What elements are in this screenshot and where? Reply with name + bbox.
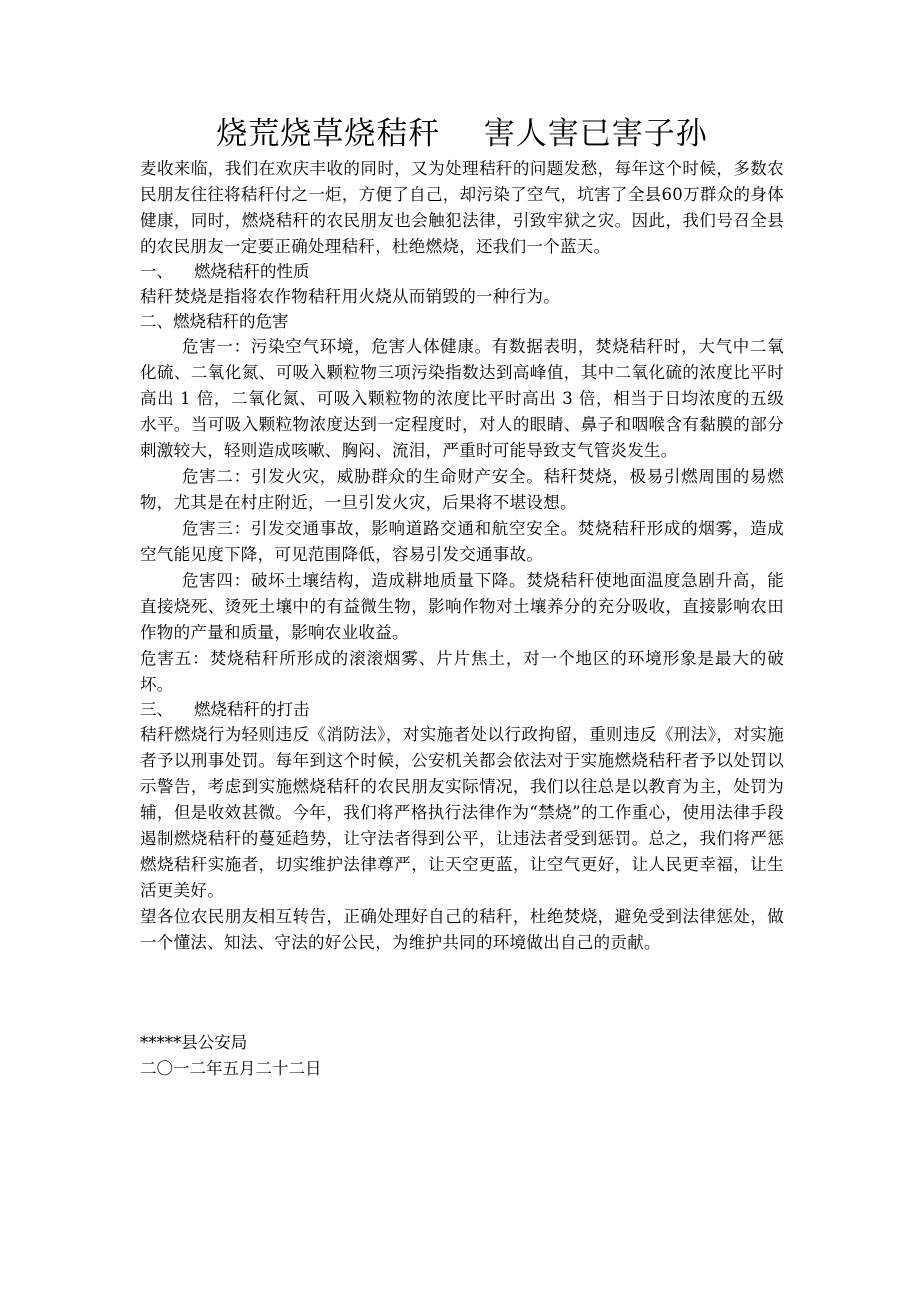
signature-date: 二〇一二年五月二十二日 bbox=[140, 1059, 322, 1078]
section-1-body: 秸秆焚烧是指将农作物秸秆用火烧从而销毁的一种行为。 bbox=[140, 287, 560, 306]
harm-2-paragraph: 危害二：引发火灾，威胁群众的生命财产安全。秸秆焚烧，极易引燃周围的易燃物，尤其是在村庄附近，一旦引发火灾，后果将不堪设想。 bbox=[140, 467, 784, 512]
section-1-heading: 一、 燃烧秸秆的性质 bbox=[140, 262, 310, 281]
section-2-heading: 二、燃烧秸秆的危害 bbox=[140, 312, 289, 331]
spacer bbox=[140, 956, 784, 1030]
harm-1-paragraph: 危害一：污染空气环境，危害人体健康。有数据表明，焚烧秸秆时，大气中二氧化硫、二氧化氮、可吸入颗粒物三项污染指数达到高峰值，其中二氧化硫的浓度比平时高出 1 倍，二氧化氮、可吸入颗粒物的浓度比平时高出 3 倍，相当于日均浓度的五级水平。当可吸入颗粒物浓度达到一定程度时，对人的眼睛、鼻子和咽喉含有黏膜的部分刺激较大，轻则造成咳嗽、胸闷、流泪，严重时可能导致支气管炎发生。 bbox=[140, 337, 784, 460]
document-title: 烧荒烧草烧秸秆 害人害已害子孙 bbox=[216, 116, 708, 152]
harm-3-paragraph: 危害三：引发交通事故，影响道路交通和航空安全。焚烧秸秆形成的烟雾，造成空气能见度下降，可见范围降低，容易引发交通事故。 bbox=[140, 519, 784, 564]
section-3-body: 秸秆燃烧行为轻则违反《消防法》，对实施者处以行政拘留，重则违反《刑法》，对实施者予以刑事处罚。每年到这个时候，公安机关都会依法对于实施燃烧秸秆者予以处罚以示警告，考虑到实施燃烧秸秆的农民朋友实际情况，我们以往总是以教育为主，处罚为辅，但是收效甚微。今年，我们将严格执行法律作为“禁烧”的工作重心，使用法律手段遏制燃烧秸秆的蔓延趋势，让守法者得到公平，让违法者受到惩罚。总之，我们将严惩燃烧秸秆实施者，切实维护法律尊严，让天空更蓝，让空气更好，让人民更幸福，让生活更美好。 bbox=[140, 725, 784, 900]
intro-paragraph: 麦收来临，我们在欢庆丰收的同时，又为处理秸秆的问题发愁，每年这个时候，多数农民朋友往往将秸秆付之一炬，方便了自己，却污染了空气，坑害了全县60万群众的身体健康，同时，燃烧秸秆的农民朋友也会触犯法律，引致牢狱之灾。因此，我们号召全县的农民朋友一定要正确处理秸秆，杜绝燃烧，还我们一个蓝天。 bbox=[140, 159, 784, 256]
closing-paragraph: 望各位农民朋友相互转告，正确处理好自己的秸秆，杜绝焚烧，避免受到法律惩处，做一个懂法、知法、守法的好公民，为维护共同的环境做出自己的贡献。 bbox=[140, 907, 784, 952]
signature-organization: *****县公安局 bbox=[140, 1033, 248, 1052]
document-page bbox=[140, 112, 784, 1082]
harm-5-paragraph: 危害五：焚烧秸秆所形成的滚滚烟雾、片片焦土，对一个地区的环境形象是最大的破坏。 bbox=[140, 649, 784, 694]
harm-4-paragraph: 危害四：破坏土壤结构，造成耕地质量下降。焚烧秸秆使地面温度急剧升高，能直接烧死、烫死土壤中的有益微生物，影响作物对土壤养分的充分吸收，直接影响农田作物的产量和质量，影响农业收益。 bbox=[140, 571, 784, 642]
section-3-heading: 三、 燃烧秸秆的打击 bbox=[140, 700, 310, 719]
